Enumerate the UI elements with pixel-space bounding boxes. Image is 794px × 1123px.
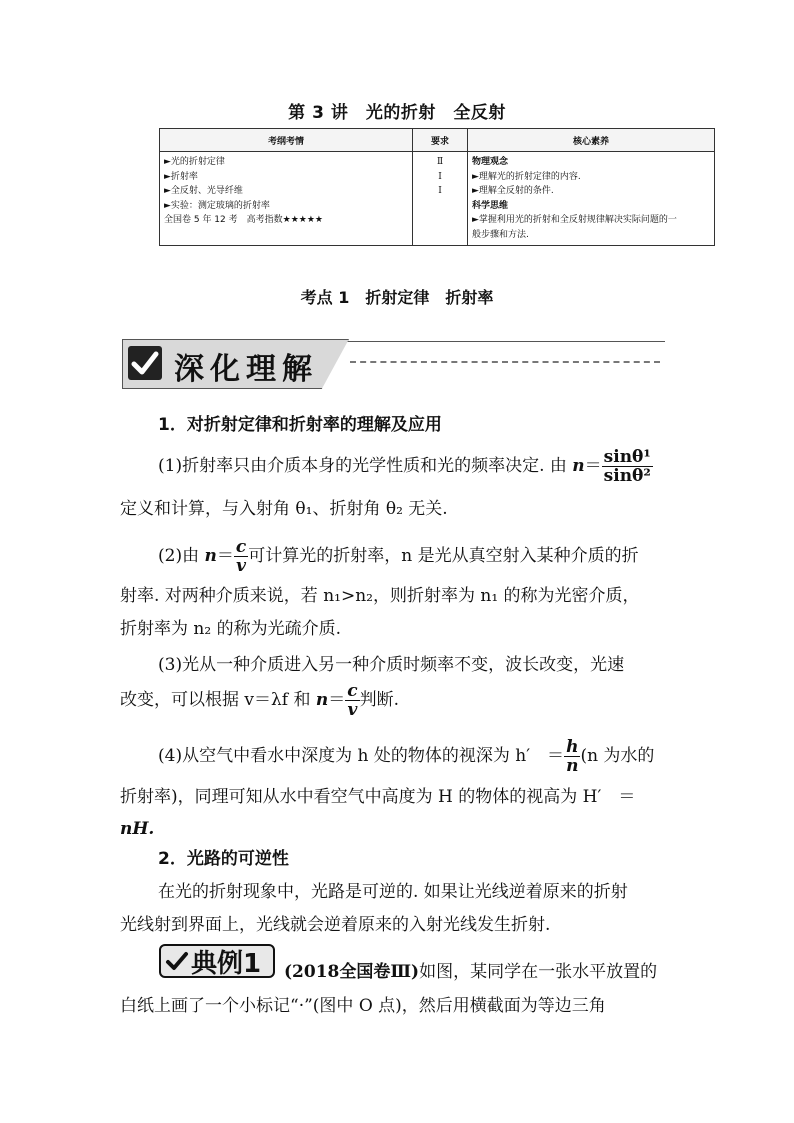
syllabus-item: ►全反射、光导纤维 — [164, 186, 243, 196]
syllabus-requirement-cell — [413, 152, 468, 246]
example-line-1: (2018全国卷Ⅲ)如图，某同学在一张水平放置的 — [284, 962, 658, 982]
syllabus-header-outline: 考纲考情 — [160, 129, 413, 152]
banner-rule — [327, 341, 665, 342]
syllabus-item: ►实验：测定玻璃的折射率 — [164, 200, 270, 211]
paragraph-1-line-2: 定义和计算，与入射角 θ₁、折射角 θ₂ 无关. — [120, 499, 448, 519]
paragraph-3-line-2: 改变，可以根据 v＝λf 和 n＝ $\frac{c}{v}$ 判断. — [120, 681, 400, 720]
core-heading: 物理观念 — [472, 157, 509, 167]
banner-label: 深化理解 — [174, 352, 318, 387]
core-item: ►理解光的折射定律的内容. — [472, 171, 581, 182]
paragraph-4-line-1: (4)从空气中看水中深度为 h 处的物体的视深为 h′ ＝ $\frac{h}{n}$ (n 为水的 — [158, 737, 655, 776]
checkmark-icon — [128, 346, 162, 380]
core-item: ►掌握利用光的折射和全反射规律解决实际问题的一 — [472, 215, 677, 225]
subheading-2: 2．光路的可逆性 — [158, 849, 289, 869]
paragraph-2-line-2: 射率. 对两种介质来说，若 n₁>n₂，则折射率为 n₁ 的称为光密介质， — [120, 586, 640, 606]
banner-dashes — [350, 361, 660, 363]
syllabus-outline-cell — [160, 152, 413, 246]
paragraph-2-line-1: (2)由 n＝ $\frac{c}{v}$ 可计算光的折射率，n 是光从真空射入某种介质的折 — [158, 537, 639, 576]
page-title: 第 3 讲 光的折射 全反射 — [288, 103, 506, 123]
core-heading: 科学思维 — [472, 200, 509, 211]
syllabus-summary: 全国卷 5 年 12 考 高考指数★★★★★ — [164, 215, 323, 225]
example-line-2: 白纸上画了一个小标记“·”(图中 O 点)，然后用横截面为等边三角 — [120, 996, 606, 1016]
syllabus-table — [159, 128, 715, 246]
syllabus-core-cell — [468, 152, 715, 246]
subheading-1: 1．对折射定律和折射率的理解及应用 — [158, 415, 442, 435]
fraction-c-v: $\frac{c}{v}$ — [347, 681, 358, 720]
requirement-level: Ⅰ — [438, 186, 442, 196]
requirement-level: Ⅰ — [438, 171, 442, 182]
paragraph-5-line-1: 在光的折射现象中，光路是可逆的. 如果让光线逆着原来的折射 — [158, 882, 628, 902]
example-badge-label: 典例1 — [191, 949, 262, 979]
paragraph-5-line-2: 光线射到界面上，光线就会逆着原来的入射光线发生折射. — [120, 915, 551, 935]
fraction-c-v: $\frac{c}{v}$ — [235, 537, 247, 576]
core-item: 般步骤和方法. — [472, 229, 529, 240]
core-item: ►理解全反射的条件. — [472, 186, 554, 196]
checkmark-icon — [165, 949, 189, 973]
paragraph-2-line-3: 折射率为 n₂ 的称为光疏介质. — [120, 619, 341, 639]
section-banner — [122, 339, 670, 389]
syllabus-header-core: 核心素养 — [468, 129, 715, 152]
paragraph-4-line-2: 折射率)，同理可知从水中看空气中高度为 H 的物体的视高为 H′ ＝ — [120, 787, 636, 807]
paragraph-4-line-3: nH. — [120, 819, 155, 839]
syllabus-item: ►折射率 — [164, 171, 198, 182]
section-title: 考点 1 折射定律 折射率 — [300, 288, 494, 307]
example-badge — [159, 944, 275, 978]
fraction-sin: $\frac{\text{sinθ¹}}{\text{sinθ²}}$ — [603, 447, 651, 486]
paragraph-3-line-1: (3)光从一种介质进入另一种介质时频率不变，波长改变，光速 — [158, 655, 625, 675]
syllabus-header-requirement: 要求 — [413, 129, 468, 152]
paragraph-1-line-1: (1)折射率只由介质本身的光学性质和光的频率决定. 由 n＝ $\frac{\text{sinθ¹}}{\text{sinθ²}}$ — [158, 447, 651, 486]
fraction-h-n: $\frac{h}{n}$ — [566, 737, 579, 776]
requirement-level: Ⅱ — [436, 157, 444, 167]
syllabus-item: ►光的折射定律 — [164, 157, 225, 167]
